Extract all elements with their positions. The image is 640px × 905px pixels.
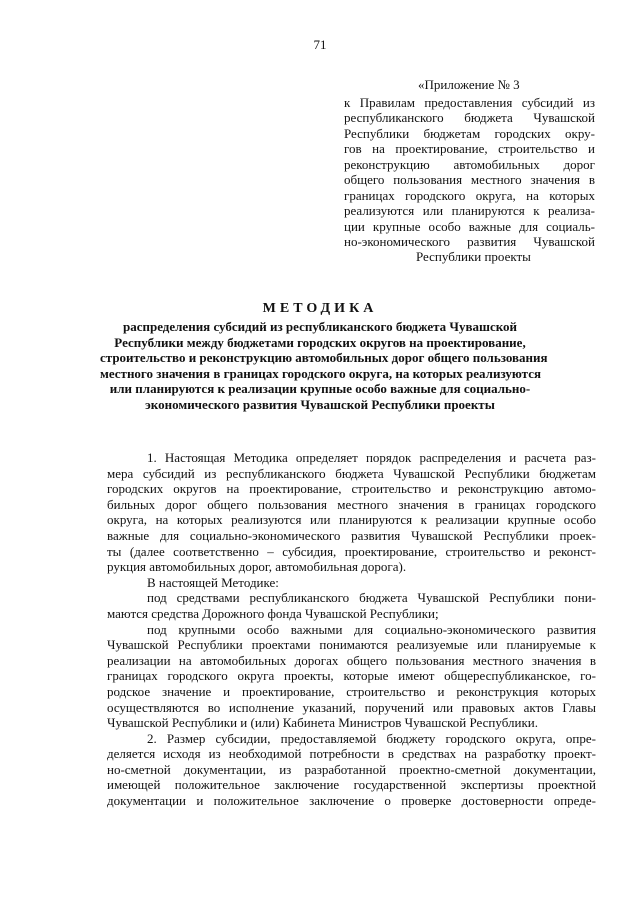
subtitle-line: строительство и реконструкцию автомобильных дорог общего пользования	[100, 350, 548, 365]
body-line: городских округов на проектирование, строительство и реконструкцию автомо-	[107, 481, 596, 497]
body-line: рукция автомобильных дорог, автомобильная дорога).	[107, 559, 407, 575]
body-line: под средствами республиканского бюджета Чувашской Республики пони-	[147, 590, 596, 606]
body-line: важные для социально-экономического развития Чувашской Республики проек-	[107, 527, 596, 543]
page-number: 71	[313, 37, 327, 52]
body-line: 2. Размер субсидии, предоставляемой бюджету городского округа, опре-	[147, 730, 596, 746]
appendix-block	[344, 95, 595, 265]
appendix-line: ции крупные особо важные для социаль-	[344, 218, 595, 234]
appendix-line: Республики проекты	[416, 249, 531, 265]
appendix-line: республиканского бюджета Чувашской	[344, 110, 595, 126]
body-line: но-сметной документации, из разработанной проектно-сметной документации,	[107, 761, 596, 777]
body-line: ты (далее соответственно – субсидия, проектирование, строительство и реконст-	[107, 543, 596, 559]
body-line: Чувашской Республики и (или) Кабинета Министров Чувашской Республики.	[107, 715, 538, 731]
document-body	[107, 450, 596, 809]
body-line: бильных дорог общего пользования местного значения в границах городского	[107, 496, 596, 512]
document-subtitle	[100, 319, 548, 412]
body-line: документации и положительное заключение о проверке достоверности опреде-	[107, 793, 596, 809]
body-line: 1. Настоящая Методика определяет порядок распределения и расчета раз-	[147, 450, 596, 465]
body-line: мера субсидий из республиканского бюджета Чувашской Республики бюджетам	[107, 465, 596, 481]
body-line: осуществляются во исполнение указаний, поручений или правовых актов Главы	[107, 699, 596, 715]
body-line: имеющей положительное заключение государственной экспертизы проектной	[107, 777, 596, 793]
body-line: границах городского округа проекты, которые имеют общереспубликанское, го-	[107, 668, 596, 684]
document-title: МЕТОДИКА	[262, 301, 378, 316]
subtitle-line: распределения субсидий из республиканского бюджета Чувашской	[122, 319, 518, 334]
subtitle-line: или планируются к реализации крупные особо важные для социально-	[109, 381, 531, 396]
body-line: под крупными особо важными для социально-экономического развития	[147, 621, 596, 637]
appendix-line: реализуются или планируются к реализа-	[344, 203, 595, 219]
body-line: маются средства Дорожного фонда Чувашской Республики;	[107, 605, 439, 621]
appendix-line: гов на проектирование, строительство и	[344, 141, 595, 157]
subtitle-line: Республики между бюджетами городских округов на проектирование,	[114, 334, 526, 350]
subtitle-line: экономического развития Чувашской Республики проекты	[145, 396, 495, 412]
subtitle-line: местного значения в границах городского округа, на которых реализуются	[100, 365, 542, 381]
appendix-line: общего пользования местного значения в	[344, 172, 595, 188]
body-line: В настоящей Методике:	[147, 574, 279, 590]
appendix-line: к Правилам предоставления субсидий из	[344, 95, 595, 110]
body-line: деляется исходя из необходимой потребности в средствах на разработку проект-	[107, 746, 596, 762]
body-line: родское значение и проектирование, строительство и реконструкция которых	[107, 683, 596, 699]
body-line: реализации на автомобильных дорогах общего пользования местного значения в	[107, 652, 596, 668]
appendix-line: реконструкцию автомобильных дорог	[344, 156, 595, 172]
body-line: округа, на которых реализуются или планируются к реализации крупные особо	[107, 512, 596, 528]
body-line: Чувашской Республики проектами понимаются реализуемые или планируемые к	[107, 637, 596, 653]
appendix-line: границах городского округа, на которых	[344, 187, 595, 203]
appendix-line: но-экономического развития Чувашской	[344, 233, 595, 249]
appendix-heading: «Приложение № 3	[418, 77, 520, 92]
appendix-line: Республики бюджетам городских окру-	[344, 125, 595, 141]
